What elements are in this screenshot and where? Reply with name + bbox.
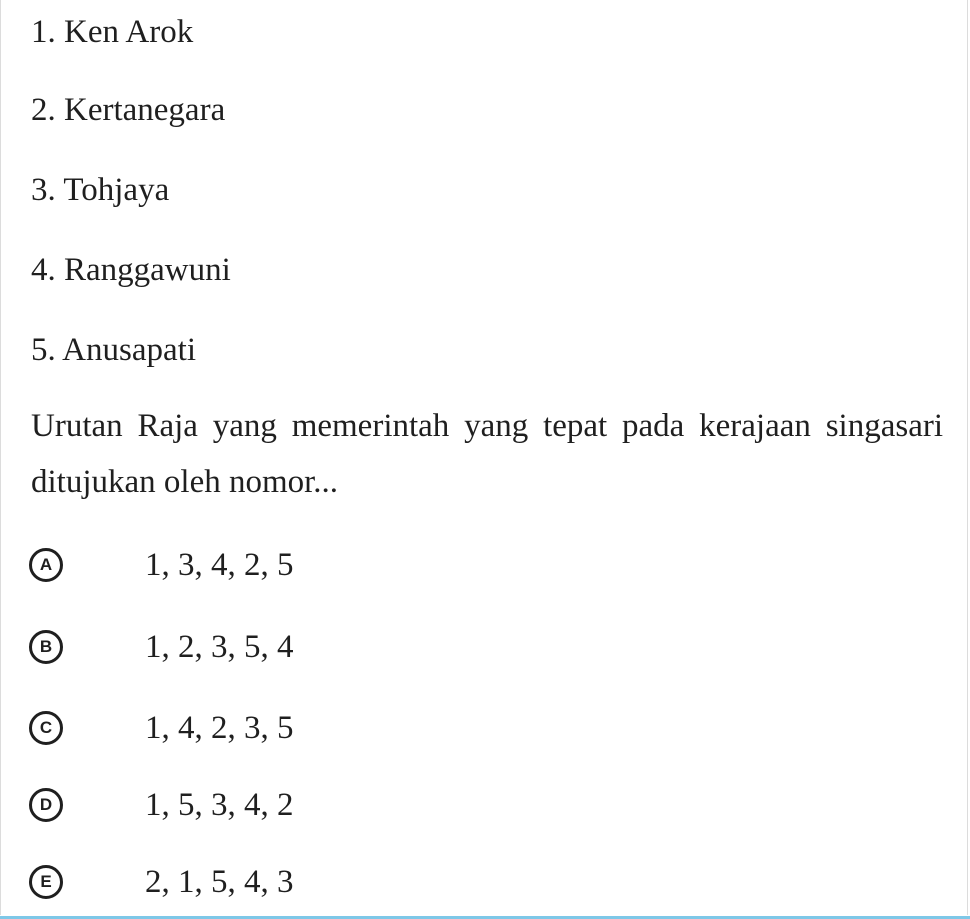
option-c-text: 1, 4, 2, 3, 5 (145, 710, 294, 746)
question-text: Urutan Raja yang memerintah yang tepat pada kerajaan singasari ditujukan oleh nomor... (31, 408, 943, 500)
list-item-4: 4. Ranggawuni (31, 252, 231, 288)
option-c[interactable] (29, 708, 294, 748)
option-d-letter-icon: D (29, 788, 63, 822)
option-c-letter-icon: C (29, 711, 63, 745)
option-a-text: 1, 3, 4, 2, 5 (145, 547, 294, 583)
option-e-text: 2, 1, 5, 4, 3 (145, 864, 294, 900)
option-a[interactable] (29, 545, 294, 585)
list-item-5: 5. Anusapati (31, 332, 196, 368)
option-a-letter-icon: A (29, 548, 63, 582)
list-item-1: 1. Ken Arok (31, 14, 194, 50)
option-b-letter-icon: B (29, 630, 63, 664)
option-d[interactable] (29, 785, 294, 825)
list-item-3: 3. Tohjaya (31, 172, 170, 208)
option-d-text: 1, 5, 3, 4, 2 (145, 787, 294, 823)
option-b[interactable] (29, 627, 294, 667)
option-e[interactable] (29, 862, 294, 902)
option-e-letter-icon: E (29, 865, 63, 899)
option-b-text: 1, 2, 3, 5, 4 (145, 629, 294, 665)
list-item-2: 2. Kertanegara (31, 92, 226, 128)
